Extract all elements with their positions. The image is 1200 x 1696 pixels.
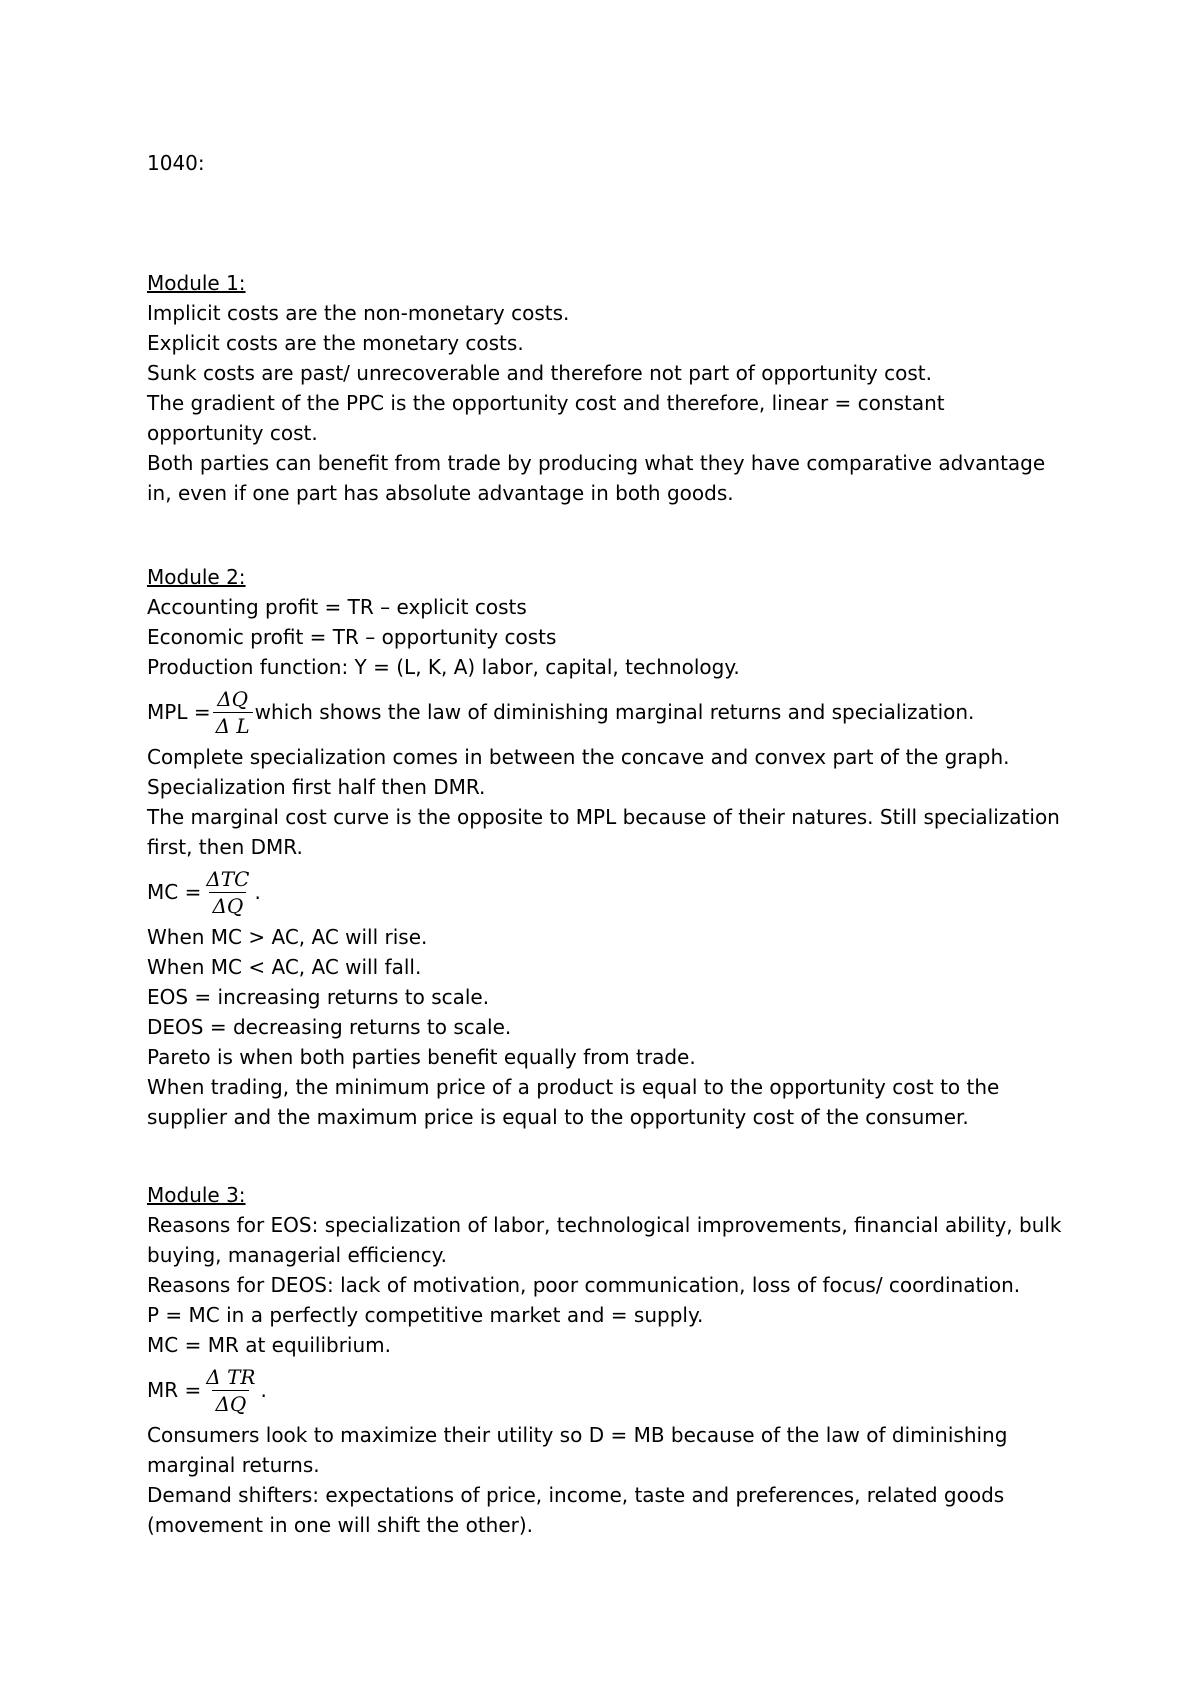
- document-title: 1040:: [147, 151, 205, 175]
- mr-formula: [147, 1360, 1067, 1420]
- module-2-line: When trading, the minimum price of a product is equal to the opportunity cost to the supplier and the maximum price is equal to the opportunity cost of the consumer.: [147, 1075, 1000, 1129]
- module-3-line: Reasons for DEOS: lack of motivation, poor communication, loss of focus/ coordination.: [147, 1273, 1021, 1297]
- module-3-line: MC = MR at equilibrium.: [147, 1333, 391, 1357]
- mpl-fraction: [213, 686, 253, 739]
- module-2-line: When MC < AC, AC will fall.: [147, 955, 422, 979]
- module-2-line: EOS = increasing returns to scale.: [147, 985, 490, 1009]
- module-1-section: [147, 268, 1067, 508]
- module-2-line: Production function: Y = (L, K, A) labor, capital, technology.: [147, 655, 740, 679]
- module-3-line: Consumers look to maximize their utility so D = MB because of the law of diminishing marginal returns.: [147, 1423, 1008, 1477]
- module-2-section: [147, 562, 1067, 1132]
- module-2-line: DEOS = decreasing returns to scale.: [147, 1015, 512, 1039]
- mr-fraction: [203, 1364, 258, 1417]
- mc-denominator: ΔQ: [209, 892, 246, 919]
- module-2-line: Accounting profit = TR – explicit costs: [147, 595, 527, 619]
- module-3-line: P = MC in a perfectly competitive market and = supply.: [147, 1303, 704, 1327]
- module-3-line: Reasons for EOS: specialization of labor, technological improvements, financial ability, bulk buying, managerial efficiency.: [147, 1213, 1062, 1267]
- mr-formula-lhs: MR =: [147, 1378, 202, 1402]
- mc-formula-lhs: MC =: [147, 880, 202, 904]
- mpl-numerator: ΔQ: [217, 686, 249, 711]
- module-2-line: Specialization first half then DMR.: [147, 775, 486, 799]
- mc-fraction: [203, 866, 252, 919]
- mc-formula: [147, 862, 1067, 922]
- mr-numerator: Δ TR: [206, 1364, 256, 1389]
- mr-formula-rhs: .: [260, 1378, 267, 1402]
- module-2-line: Complete specialization comes in between the concave and convex part of the graph.: [147, 745, 1010, 769]
- module-2-heading: Module 2:: [147, 565, 246, 589]
- module-1-line: The gradient of the PPC is the opportunity cost and therefore, linear = constant opportunity cost.: [147, 391, 945, 445]
- module-1-line: Explicit costs are the monetary costs.: [147, 331, 524, 355]
- module-1-line: Implicit costs are the non-monetary costs.: [147, 301, 570, 325]
- module-2-line: Pareto is when both parties benefit equally from trade.: [147, 1045, 696, 1069]
- mr-denominator: ΔQ: [212, 1390, 249, 1417]
- mpl-formula-rhs: which shows the law of diminishing marginal returns and specialization.: [254, 700, 975, 724]
- module-1-heading: Module 1:: [147, 271, 246, 295]
- module-1-line: Both parties can benefit from trade by producing what they have comparative advantage in, even if one part has absolute advantage in both goods.: [147, 451, 1046, 505]
- module-2-line: The marginal cost curve is the opposite to MPL because of their natures. Still specialization first, then DMR.: [147, 805, 1060, 859]
- mpl-formula-lhs: MPL =: [147, 700, 211, 724]
- module-2-line: When MC > AC, AC will rise.: [147, 925, 428, 949]
- module-3-section: [147, 1180, 1067, 1540]
- module-3-heading: Module 3:: [147, 1183, 246, 1207]
- mpl-formula: [147, 682, 1067, 742]
- module-3-line: Demand shifters: expectations of price, income, taste and preferences, related goods (movement in one will shift the other).: [147, 1483, 1005, 1537]
- module-2-line: Economic profit = TR – opportunity costs: [147, 625, 557, 649]
- mpl-denominator: Δ L: [213, 712, 253, 739]
- mc-numerator: ΔTC: [206, 866, 250, 891]
- module-1-line: Sunk costs are past/ unrecoverable and therefore not part of opportunity cost.: [147, 361, 932, 385]
- mc-formula-rhs: .: [254, 880, 261, 904]
